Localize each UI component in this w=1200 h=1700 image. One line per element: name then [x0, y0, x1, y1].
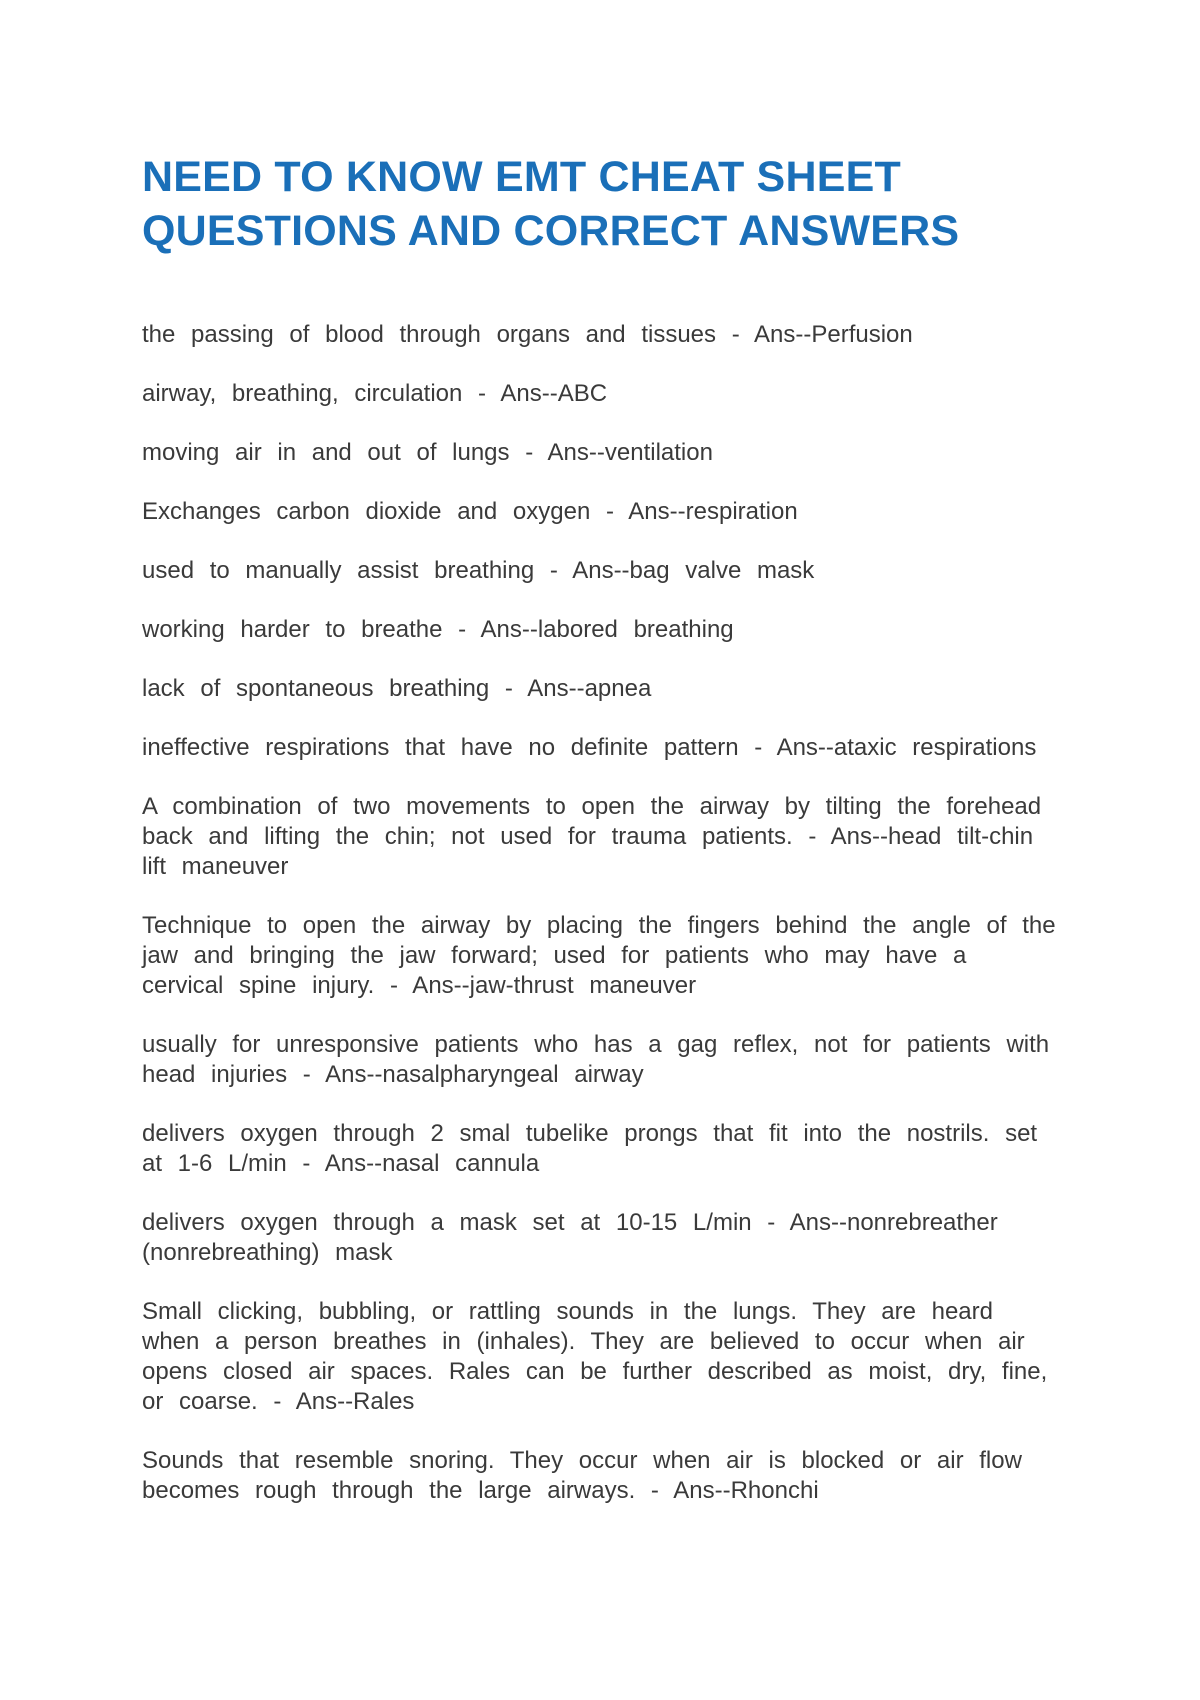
qa-list	[142, 320, 1062, 1506]
qa-item: delivers oxygen through a mask set at 10-15 L/min - Ans--nonrebreather (nonrebreathing) mask	[142, 1209, 998, 1266]
qa-item: ineffective respirations that have no definite pattern - Ans--ataxic respirations	[142, 734, 1037, 761]
qa-item: usually for unresponsive patients who has a gag reflex, not for patients with head injuries - Ans--nasalpharyngeal airway	[142, 1031, 1050, 1088]
qa-item: Small clicking, bubbling, or rattling sounds in the lungs. They are heard when a person breathes in (inhales). They are believed to occur when air opens closed air spaces. Rales can be further described as moist, dry, fine, or coarse. - Ans--Rales	[142, 1298, 1048, 1415]
qa-item: Technique to open the airway by placing the fingers behind the angle of the jaw and bringing the jaw forward; used for patients who may have a cervical spine injury. - Ans--jaw-thrust maneuver	[142, 912, 1056, 999]
qa-item: lack of spontaneous breathing - Ans--apnea	[142, 675, 652, 702]
qa-item: Exchanges carbon dioxide and oxygen - Ans--respiration	[142, 498, 798, 525]
title-line-2: QUESTIONS AND CORRECT ANSWERS	[142, 207, 960, 255]
title-line-1: NEED TO KNOW EMT CHEAT SHEET	[142, 153, 901, 201]
qa-item: Sounds that resemble snoring. They occur when air is blocked or air flow becomes rough through the large airways. - Ans--Rhonchi	[142, 1447, 1022, 1504]
page-title	[142, 150, 1062, 258]
qa-item: moving air in and out of lungs - Ans--ventilation	[142, 439, 713, 466]
qa-item: the passing of blood through organs and tissues - Ans--Perfusion	[142, 321, 913, 348]
qa-item: working harder to breathe - Ans--labored breathing	[142, 616, 734, 643]
document-content	[142, 150, 1062, 1535]
qa-item: delivers oxygen through 2 smal tubelike prongs that fit into the nostrils. set at 1-6 L/min - Ans--nasal cannula	[142, 1120, 1038, 1177]
qa-item: used to manually assist breathing - Ans--bag valve mask	[142, 557, 815, 584]
qa-item: A combination of two movements to open the airway by tilting the forehead back and lifting the chin; not used for trauma patients. - Ans--head tilt-chin lift maneuver	[142, 793, 1042, 880]
qa-item: airway, breathing, circulation - Ans--ABC	[142, 380, 608, 407]
